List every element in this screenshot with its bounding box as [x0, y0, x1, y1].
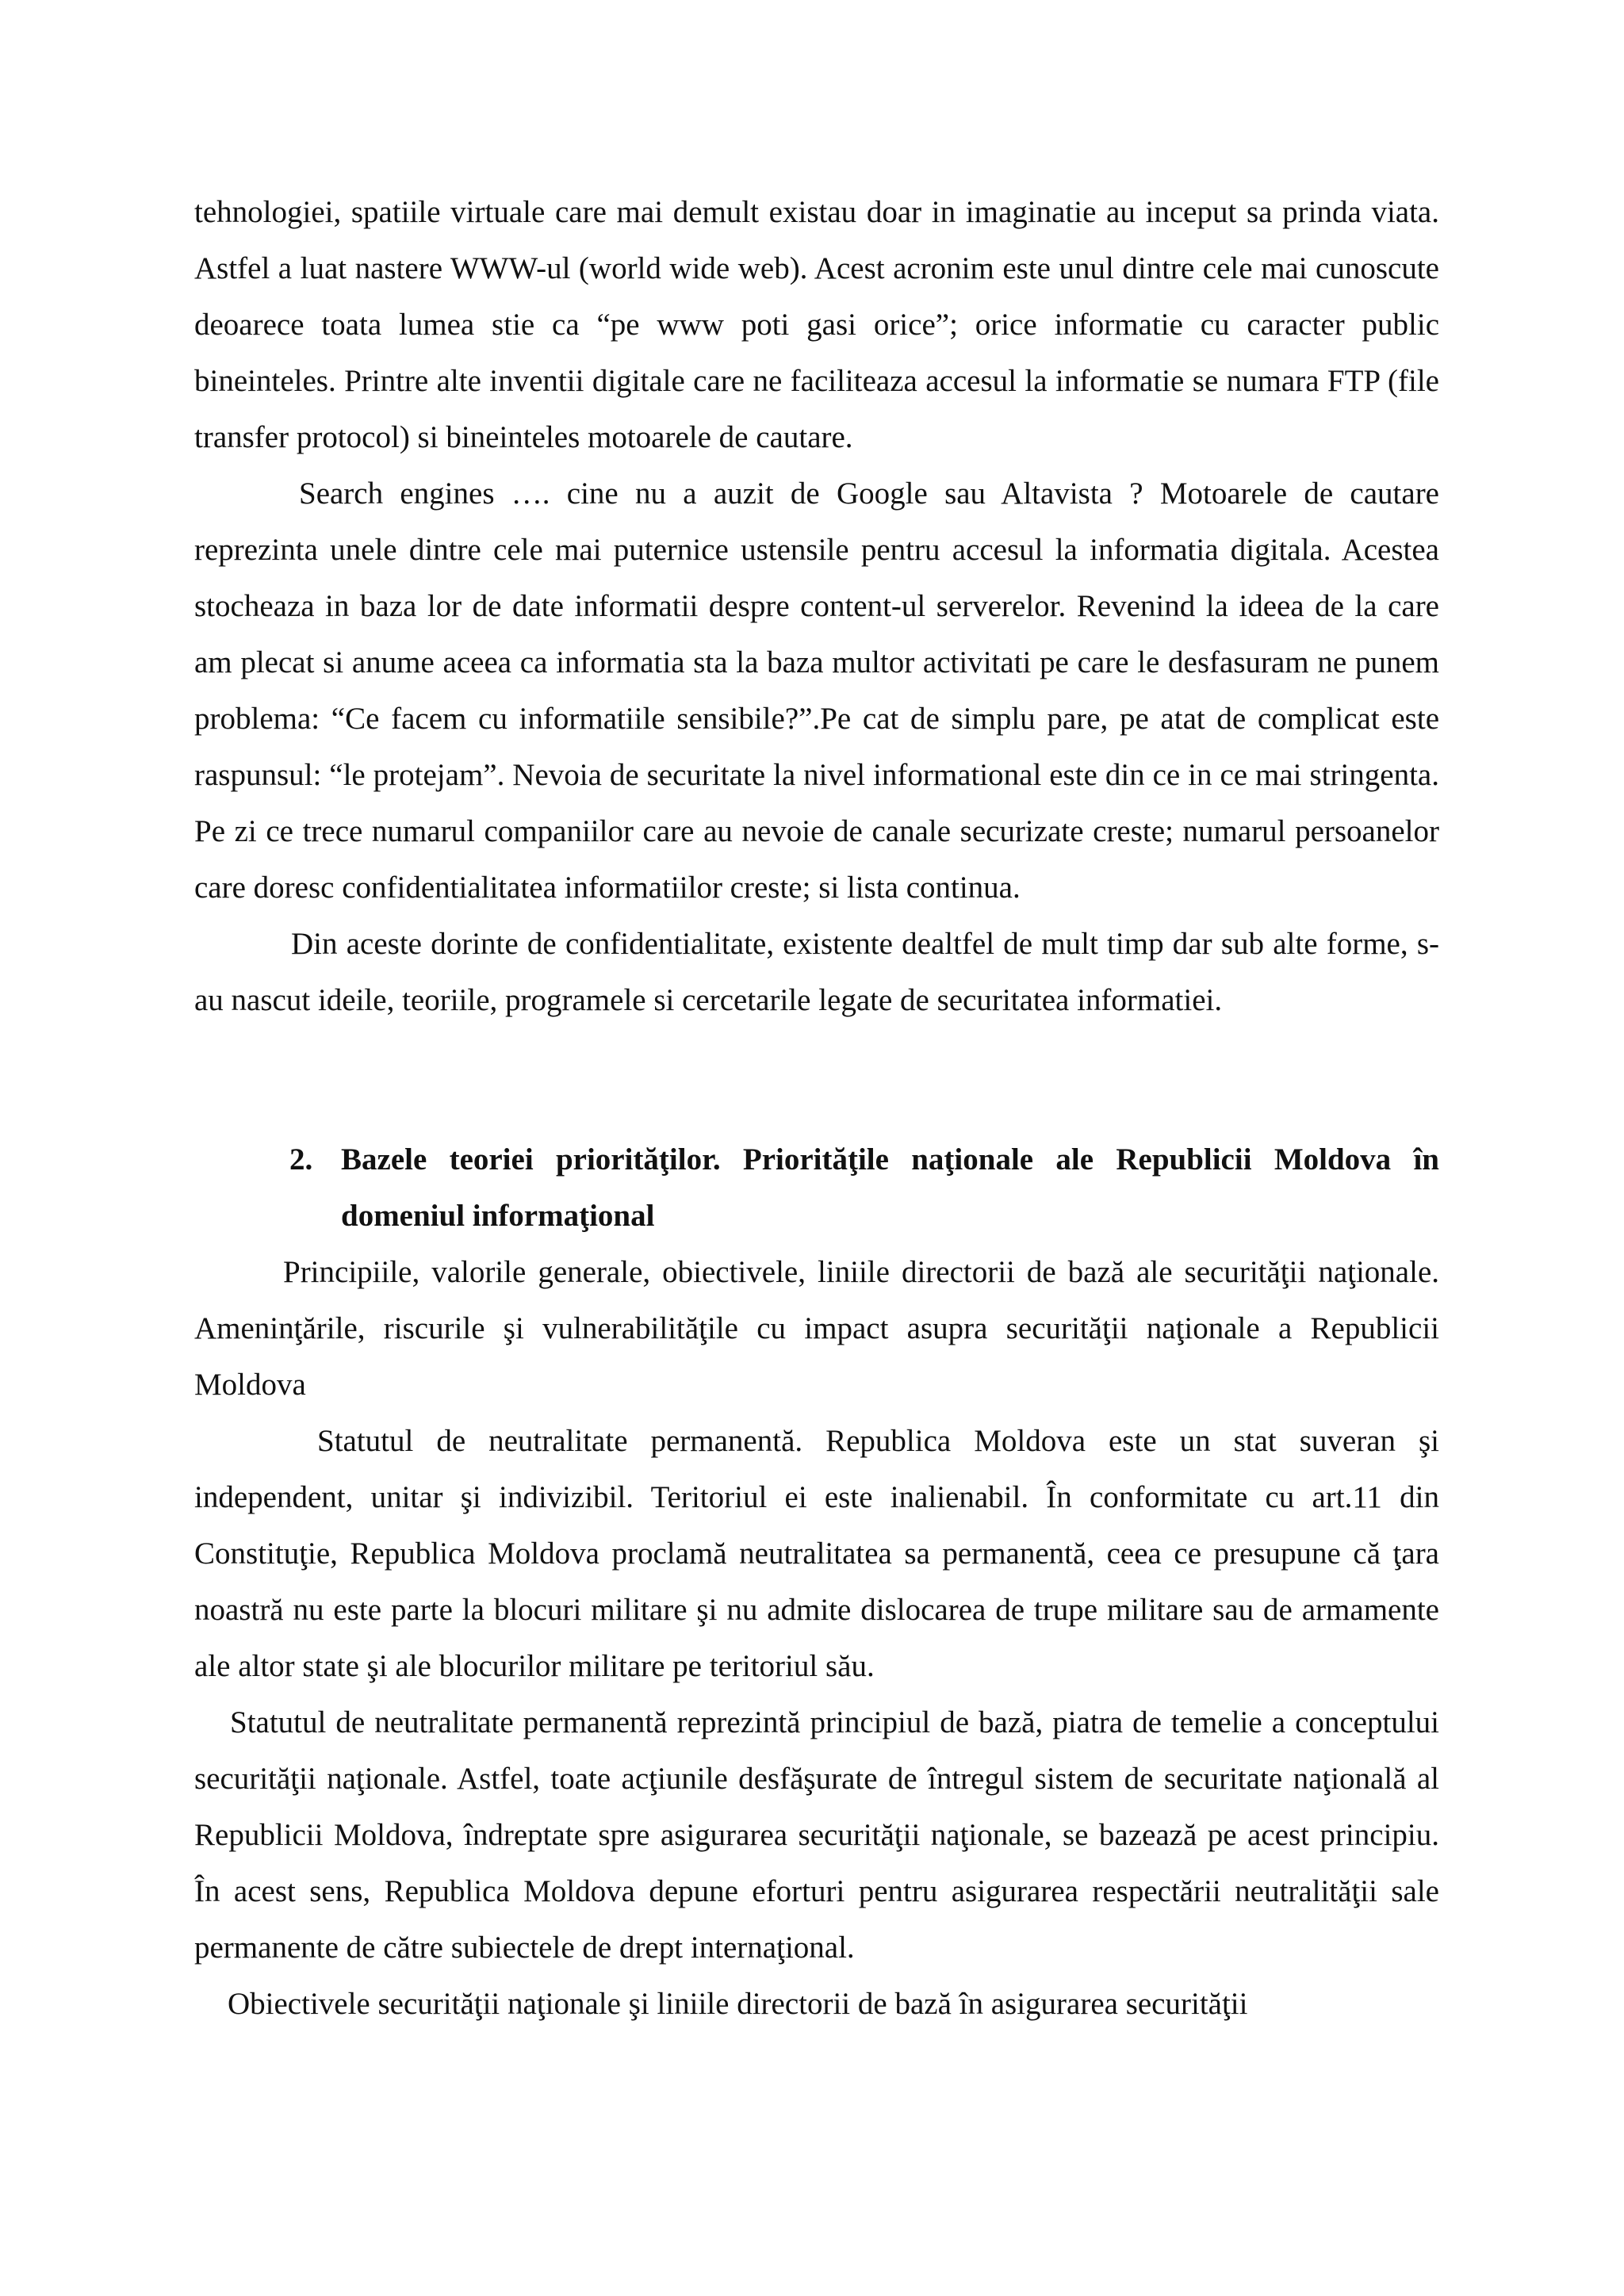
section-number: 2.: [289, 1142, 313, 1177]
paragraph: Principiile, valorile generale, obiectivele, liniile directorii de bază ale securităţii naţionale. Ameninţările, riscurile şi vulnerabilităţile cu impact asupra securităţii naţionale a Republicii Moldova: [194, 1255, 1439, 1402]
paragraph: tehnologiei, spatiile virtuale care mai demult existau doar in imaginatie au inceput sa prinda viata. Astfel a luat nastere WWW-ul (world wide web). Acest acronim este unul dintre cele mai cunoscute deoarece toata lumea stie ca “pe www poti gasi orice”; orice informatie cu caracter public bineinteles. Printre alte inventii digitale care ne faciliteaza accesul la informatie se numara FTP (file transfer protocol) si bineinteles motoarele de cautare.: [194, 195, 1439, 454]
paragraph: Din aceste dorinte de confidentialitate, existente dealtfel de mult timp dar sub alte forme, s-au nascut ideile, teoriile, programele si cercetarile legate de securitatea informatiei.: [194, 927, 1439, 1017]
paragraph: Search engines …. cine nu a auzit de Google sau Altavista ? Motoarele de cautare reprezinta unele dintre cele mai puternice ustensile pentru accesul la informatia digitala. Acestea stocheaza in baza lor de date informatii despre content-ul serverelor. Revenind la ideea de la care am plecat si anume aceea ca informatia sta la baza multor activitati pe care le desfasuram ne punem problema: “Ce facem cu informatiile sensibile?”.Pe cat de simplu pare, pe atat de complicat este raspunsul: “le protejam”. Nevoia de securitate la nivel informational este din ce in ce mai stringenta. Pe zi ce trece numarul companiilor care au nevoie de canale securizate creste; numarul persoanelor care doresc confidentialitatea informatiilor creste; si lista continua.: [194, 476, 1439, 905]
paragraph: Statutul de neutralitate permanentă reprezintă principiul de bază, piatra de temelie a conceptului securităţii naţionale. Astfel, toate acţiunile desfăşurate de întregul sistem de securitate naţională al Republicii Moldova, îndreptate spre asigurarea securităţii naţionale, se bazează pe acest principiu. În acest sens, Republica Moldova depune eforturi pentru asigurarea respectării neutralităţii sale permanente de către subiectele de drept internaţional.: [194, 1705, 1439, 1965]
section-title: Bazele teoriei priorităţilor. Priorităţile naţionale ale Republicii Moldova în domeniul informaţional: [341, 1142, 1439, 1233]
paragraph: Obiectivele securităţii naţionale şi liniile directorii de bază în asigurarea securităţii: [228, 1987, 1248, 2021]
body-text-top: [194, 184, 1439, 1028]
paragraph: Statutul de neutralitate permanentă. Republica Moldova este un stat suveran şi independent, unitar şi indivizibil. Teritoriul ei este inalienabil. În conformitate cu art.11 din Constituţie, Republica Moldova proclamă neutralitatea sa permanentă, ceea ce presupune că ţara noastră nu este parte la blocuri militare şi nu admite dislocarea de trupe militare sau de armamente ale altor state şi ale blocurilor militare pe teritoriul său.: [194, 1424, 1439, 1683]
section-heading: [289, 1131, 1439, 1244]
body-text-bottom: [194, 1244, 1439, 2032]
